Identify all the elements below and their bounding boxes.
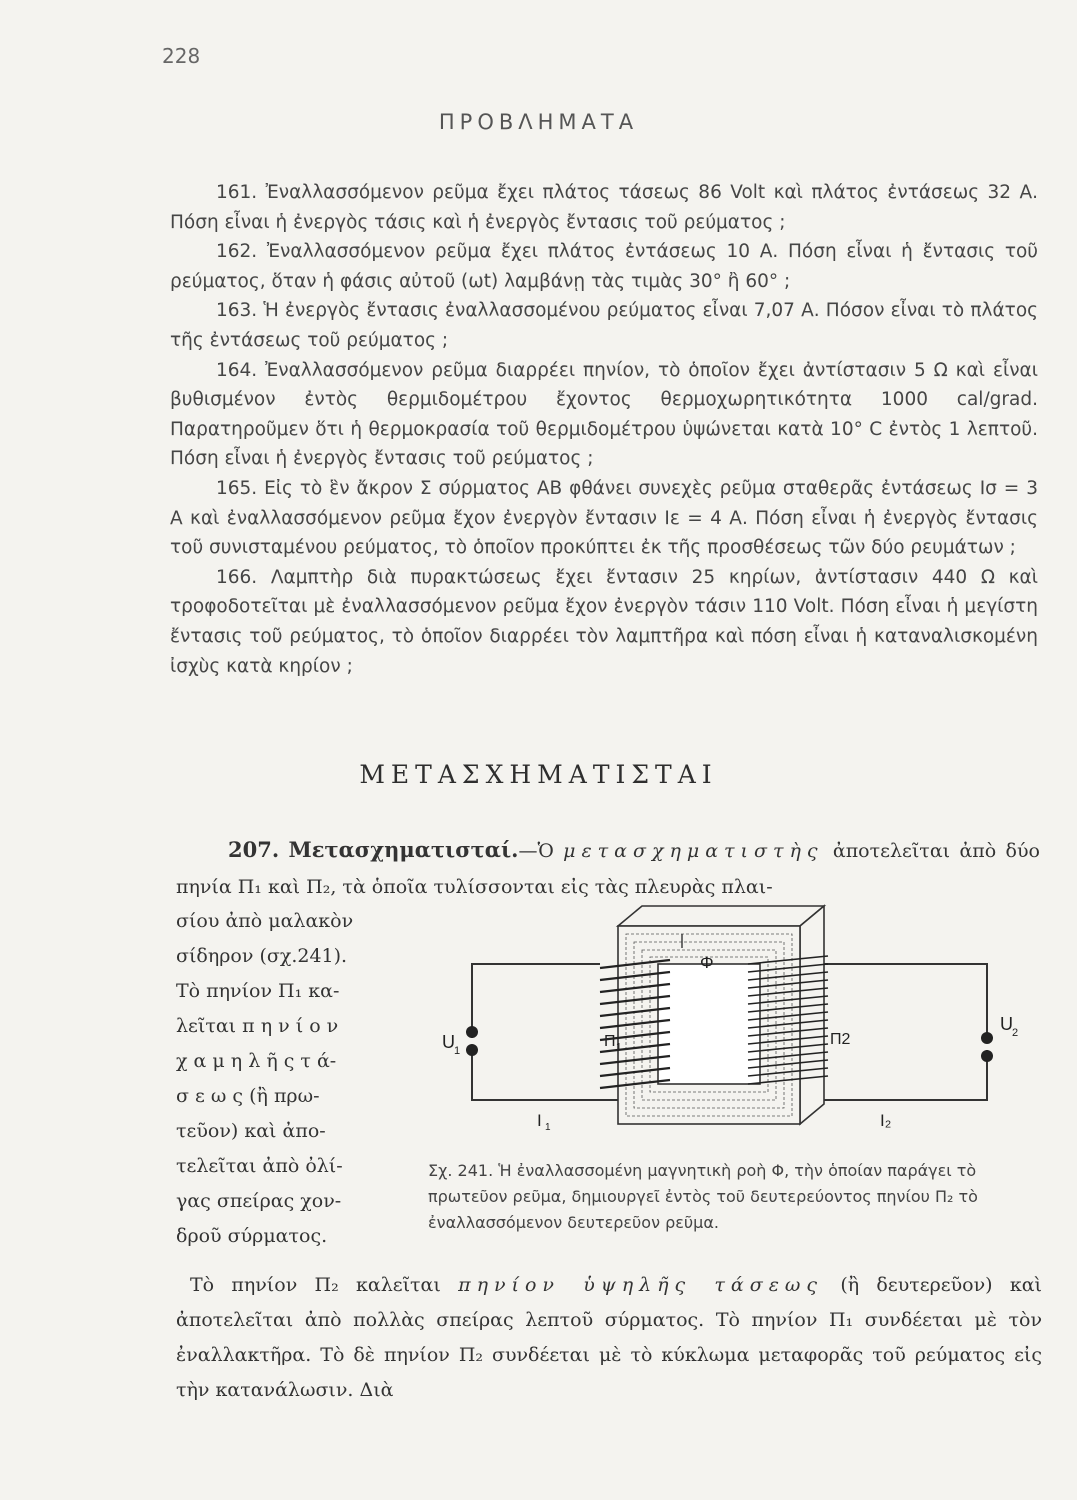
side-line: γας σπείρας χον- [176, 1190, 342, 1212]
label-p2: Π2 [830, 1031, 851, 1048]
dash: — [518, 840, 538, 862]
side-line: δροῦ σύρματος. [176, 1225, 328, 1247]
figure-caption [428, 1158, 1044, 1236]
paragraph-title: Μετασχηματισταί. [288, 837, 519, 862]
label-u2: U [1000, 1014, 1013, 1034]
page-number: 228 [162, 44, 201, 68]
intro-paragraph [176, 832, 1040, 905]
section-title: ΜΕΤΑΣΧΗΜΑΤΙΣΤΑΙ [359, 760, 718, 789]
terminal-u1-bottom [466, 1044, 478, 1056]
problem-166: 166. Λαμπτὴρ διὰ πυρακτώσεως ἔχει ἔντασιν 25 κηρίων, ἀντίστασιν 440 Ω καὶ τροφοδοτεῖται μὲ ἐναλλασσόμενον ρεῦμα ἔχον ἐνεργὸν τάσιν 110 Volt. Πόση εἶναι ἡ μεγίστη ἔντασις τοῦ ρεύματος, τὸ ὁποῖον διαρρέει τὸν λαμπτῆρα καὶ πόση εἶναι ἡ καταναλισκομένη ἰσχὺς κατὰ κηρίον ; [170, 566, 1038, 677]
side-line: σίδηρον (σχ.241). [176, 945, 348, 967]
intro-term: μετασχηματιστὴς [563, 840, 824, 862]
transformer-diagram [432, 898, 1052, 1138]
problems-list [170, 178, 1038, 681]
secondary-wire-top [817, 964, 987, 1038]
problem-164: 164. Ἐναλλασσόμενον ρεῦμα διαρρέει πηνίον, τὸ ὁποῖον ἔχει ἀντίστασιν 5 Ω καὶ εἶναι βυθισμένον ἐντὸς θερμιδομέτρου ἔχοντος θερμοχωρητικότητα 1000 cal/grad. Παρατηροῦμεν ὅτι ἡ θερμοκρασία τοῦ θερμιδομέτρου ὑψώνεται κατὰ 10° C ἐντὸς 1 λεπτοῦ. Πόση εἶναι ἡ ἐνεργὸς ἔντασις τοῦ ρεύματος ; [170, 359, 1038, 470]
side-line: τελεῖται ἀπὸ ὀλί- [176, 1155, 343, 1177]
label-u2-sub: 2 [1012, 1027, 1019, 1039]
caption-text: Σχ. 241. Ἡ ἐναλλασσομένη μαγνητικὴ ροὴ Φ, τὴν ὁποίαν παράγει τὸ πρωτεῦον ρεῦμα, δημιουργεῖ ἐντὸς τοῦ δευτερεύοντος πηνίου Π₂ τὸ ἐναλλασσόμενον δευτερεῦον ρεῦμα. [428, 1161, 978, 1232]
paragraph-number: 207. [228, 837, 280, 862]
label-u1-sub: 1 [454, 1045, 461, 1057]
primary-wire-bottom [472, 1050, 618, 1100]
bottom-rest: (ἢ δευτερεῦον) καὶ ἀποτελεῖται ἀπὸ πολλὰς σπείρας λεπτοῦ σύρματος. Τὸ πηνίον Π₁ συνδέεται μὲ τὸν ἐναλλακτῆρα. Τὸ δὲ πηνίον Π₂ συνδέεται μὲ τὸ κύκλωμα μεταφορᾶς τοῦ ρεύματος εἰς τὴν κατανάλωσιν. Διὰ [176, 1274, 1042, 1401]
problem-161: 161. Ἐναλλασσόμενον ρεῦμα ἔχει πλάτος τάσεως 86 Volt καὶ πλάτος ἐντάσεως 32 Α. Πόση εἶναι ἡ ἐνεργὸς τάσις καὶ ἡ ἐνεργὸς ἔντασις τοῦ ρεύματος ; [170, 182, 1038, 233]
side-line: τεῦον) καὶ ἀπο- [176, 1120, 326, 1142]
label-i1-sub: 1 [545, 1122, 551, 1133]
terminal-u2-bottom [981, 1050, 993, 1062]
terminal-u2-top [981, 1032, 993, 1044]
side-text [176, 904, 404, 1254]
terminal-u1-top [466, 1026, 478, 1038]
label-p1: Π [604, 1033, 616, 1050]
label-i1: I [537, 1111, 542, 1130]
problem-162: 162. Ἐναλλασσόμενον ρεῦμα ἔχει πλάτος ἐντάσεως 10 Α. Πόση εἶναι ἡ ἔντασις τοῦ ρεύματος, ὅταν ἡ φάσις αὐτοῦ (ωt) λαμβάνῃ τὰς τιμὰς 30° ἢ 60° ; [170, 241, 1038, 292]
problem-163: 163. Ἡ ἐνεργὸς ἔντασις ἐναλλασσομένου ρεύματος εἶναι 7,07 Α. Πόσον εἶναι τὸ πλάτος τῆς ἐντάσεως τοῦ ρεύματος ; [170, 300, 1038, 351]
side-line: σ ε ω ς (ἢ πρω- [176, 1085, 320, 1107]
intro-rest: ἀποτελεῖται ἀπὸ δύο πηνία Π₁ καὶ Π₂, τὰ ὁποῖα τυλίσσονται εἰς τὰς πλευρὰς πλαι- [176, 840, 1040, 898]
primary-wire-top [472, 964, 600, 1038]
intro-article: Ὁ [537, 840, 554, 862]
label-u1: U [442, 1032, 455, 1052]
label-i2: I₂ [880, 1111, 892, 1130]
label-phi: Φ [700, 953, 714, 972]
side-line: σίου ἀπὸ μαλακὸν [176, 910, 354, 932]
problems-heading: ΠΡΟΒΛΗΜΑΤΑ [438, 110, 639, 134]
problem-165: 165. Εἰς τὸ ἓν ἄκρον Σ σύρματος ΑΒ φθάνει συνεχὲς ρεῦμα σταθερᾶς ἐντάσεως Ισ = 3 Α καὶ ἐναλλασσόμενον ρεῦμα ἔχον ἐνεργὸν ἔντασιν Ιε = 4 Α. Πόση εἶναι ἡ ἐνεργὸς ἔντασις τοῦ συνισταμένου ρεύματος, τὸ ὁποῖον προκύπτει ἐκ τῆς προσθέσεως τῶν δύο ρευμάτων ; [170, 477, 1038, 559]
side-line: Τὸ πηνίον Π₁ κα- [176, 980, 340, 1002]
side-line: χ α μ η λ ῆ ς τ ά- [176, 1050, 337, 1072]
bottom-start: Τὸ πηνίον Π₂ καλεῖται [190, 1274, 441, 1296]
side-line: λεῖται π η ν ί ο ν [176, 1015, 339, 1037]
bottom-paragraph [176, 1268, 1042, 1408]
bottom-term: πηνίον ὑψηλῆς τάσεως [458, 1274, 824, 1296]
label-p1-sub: 1 [616, 1042, 622, 1053]
secondary-wire-bottom [817, 1050, 987, 1100]
transformer-svg [432, 898, 1052, 1138]
